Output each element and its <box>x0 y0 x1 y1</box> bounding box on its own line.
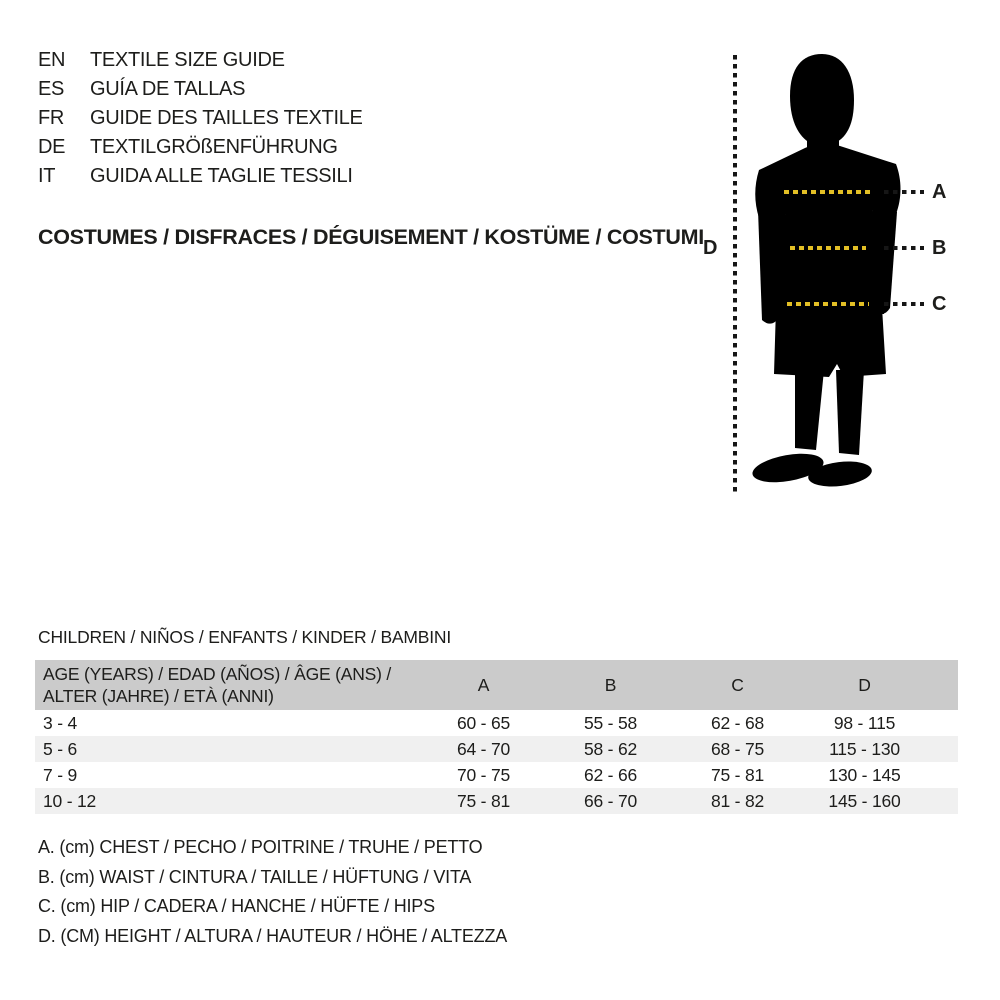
waist-cell: 55 - 58 <box>583 712 638 733</box>
child-silhouette <box>750 52 905 492</box>
height-cell: 115 - 130 <box>829 738 900 759</box>
legend-line-waist: B. (cm) WAIST / CINTURA / TAILLE / HÜFTUNG / VITA <box>38 866 472 887</box>
language-code: IT <box>38 165 56 187</box>
spacer-cell <box>928 710 958 736</box>
spacer-cell <box>928 762 958 788</box>
language-code: FR <box>38 107 65 129</box>
legend-line-height: D. (CM) HEIGHT / ALTURA / HAUTEUR / HÖHE / ALTEZZA <box>38 925 508 946</box>
language-row-it <box>38 162 363 191</box>
language-title: GUIDE DES TAILLES TEXTILE <box>90 107 363 129</box>
chest-cell: 70 - 75 <box>456 764 511 785</box>
column-header-b: B <box>547 660 674 710</box>
waist-measure-line <box>790 246 866 250</box>
language-row-en <box>38 46 363 75</box>
hip-cell: 75 - 81 <box>710 764 765 785</box>
age-header-line2: ALTER (JAHRE) / ETÀ (ANNI) <box>43 686 274 706</box>
language-title-list <box>38 46 363 191</box>
language-row-es <box>38 75 363 104</box>
age-header-line1: AGE (YEARS) / EDAD (AÑOS) / ÂGE (ANS) / <box>43 664 392 684</box>
language-row-de <box>38 133 363 162</box>
waist-cell: 62 - 66 <box>583 764 638 785</box>
waist-cell: 66 - 70 <box>583 790 638 811</box>
table-row <box>35 736 958 762</box>
height-cell: 145 - 160 <box>828 790 901 811</box>
marker-label-b: B <box>932 237 947 259</box>
language-row-fr <box>38 104 363 133</box>
legend-line-chest: A. (cm) CHEST / PECHO / POITRINE / TRUHE / PETTO <box>38 837 483 858</box>
waist-leader-line <box>884 246 924 250</box>
age-cell: 7 - 9 <box>43 764 78 785</box>
height-cell: 130 - 145 <box>828 764 901 785</box>
marker-label-a: A <box>932 181 947 203</box>
children-section-title: CHILDREN / NIÑOS / ENFANTS / KINDER / BAMBINI <box>38 627 452 647</box>
spacer-cell <box>928 788 958 814</box>
table-row <box>35 788 958 814</box>
age-cell: 5 - 6 <box>43 738 78 759</box>
waist-cell: 58 - 62 <box>583 738 638 759</box>
language-title: GUIDA ALLE TAGLIE TESSILI <box>90 165 353 187</box>
size-table <box>35 660 958 814</box>
height-dotted-line <box>733 55 737 495</box>
column-header-a: A <box>420 660 547 710</box>
measurement-legend <box>38 833 507 951</box>
language-code: ES <box>38 78 65 100</box>
hip-cell: 62 - 68 <box>710 712 765 733</box>
hip-cell: 81 - 82 <box>710 790 765 811</box>
age-column-header <box>35 660 420 710</box>
table-header-row <box>35 660 958 710</box>
legend-line-hip: C. (cm) HIP / CADERA / HANCHE / HÜFTE / HIPS <box>38 896 435 917</box>
hip-measure-line <box>787 302 869 306</box>
chest-leader-line <box>884 190 924 194</box>
hip-cell: 68 - 75 <box>710 738 765 759</box>
column-header-d: D <box>801 660 928 710</box>
marker-label-c: C <box>932 293 947 315</box>
marker-label-d: D <box>703 237 718 259</box>
column-header-spacer <box>928 660 958 710</box>
chest-cell: 64 - 70 <box>456 738 511 759</box>
language-code: EN <box>38 49 66 71</box>
language-title: GUÍA DE TALLAS <box>90 78 246 100</box>
table-row <box>35 762 958 788</box>
language-title: TEXTILE SIZE GUIDE <box>90 49 285 71</box>
column-header-c: C <box>674 660 801 710</box>
age-cell: 3 - 4 <box>43 712 78 733</box>
language-code: DE <box>38 136 66 158</box>
language-title: TEXTILGRÖßENFÜHRUNG <box>90 136 338 158</box>
category-title: COSTUMES / DISFRACES / DÉGUISEMENT / KOSTÜME / COSTUMI <box>38 225 704 249</box>
age-cell: 10 - 12 <box>43 790 97 811</box>
chest-cell: 75 - 81 <box>456 790 511 811</box>
height-cell: 98 - 115 <box>833 712 896 733</box>
spacer-cell <box>928 736 958 762</box>
chest-measure-line <box>784 190 870 194</box>
hip-leader-line <box>884 302 924 306</box>
table-row <box>35 710 958 736</box>
chest-cell: 60 - 65 <box>456 712 511 733</box>
